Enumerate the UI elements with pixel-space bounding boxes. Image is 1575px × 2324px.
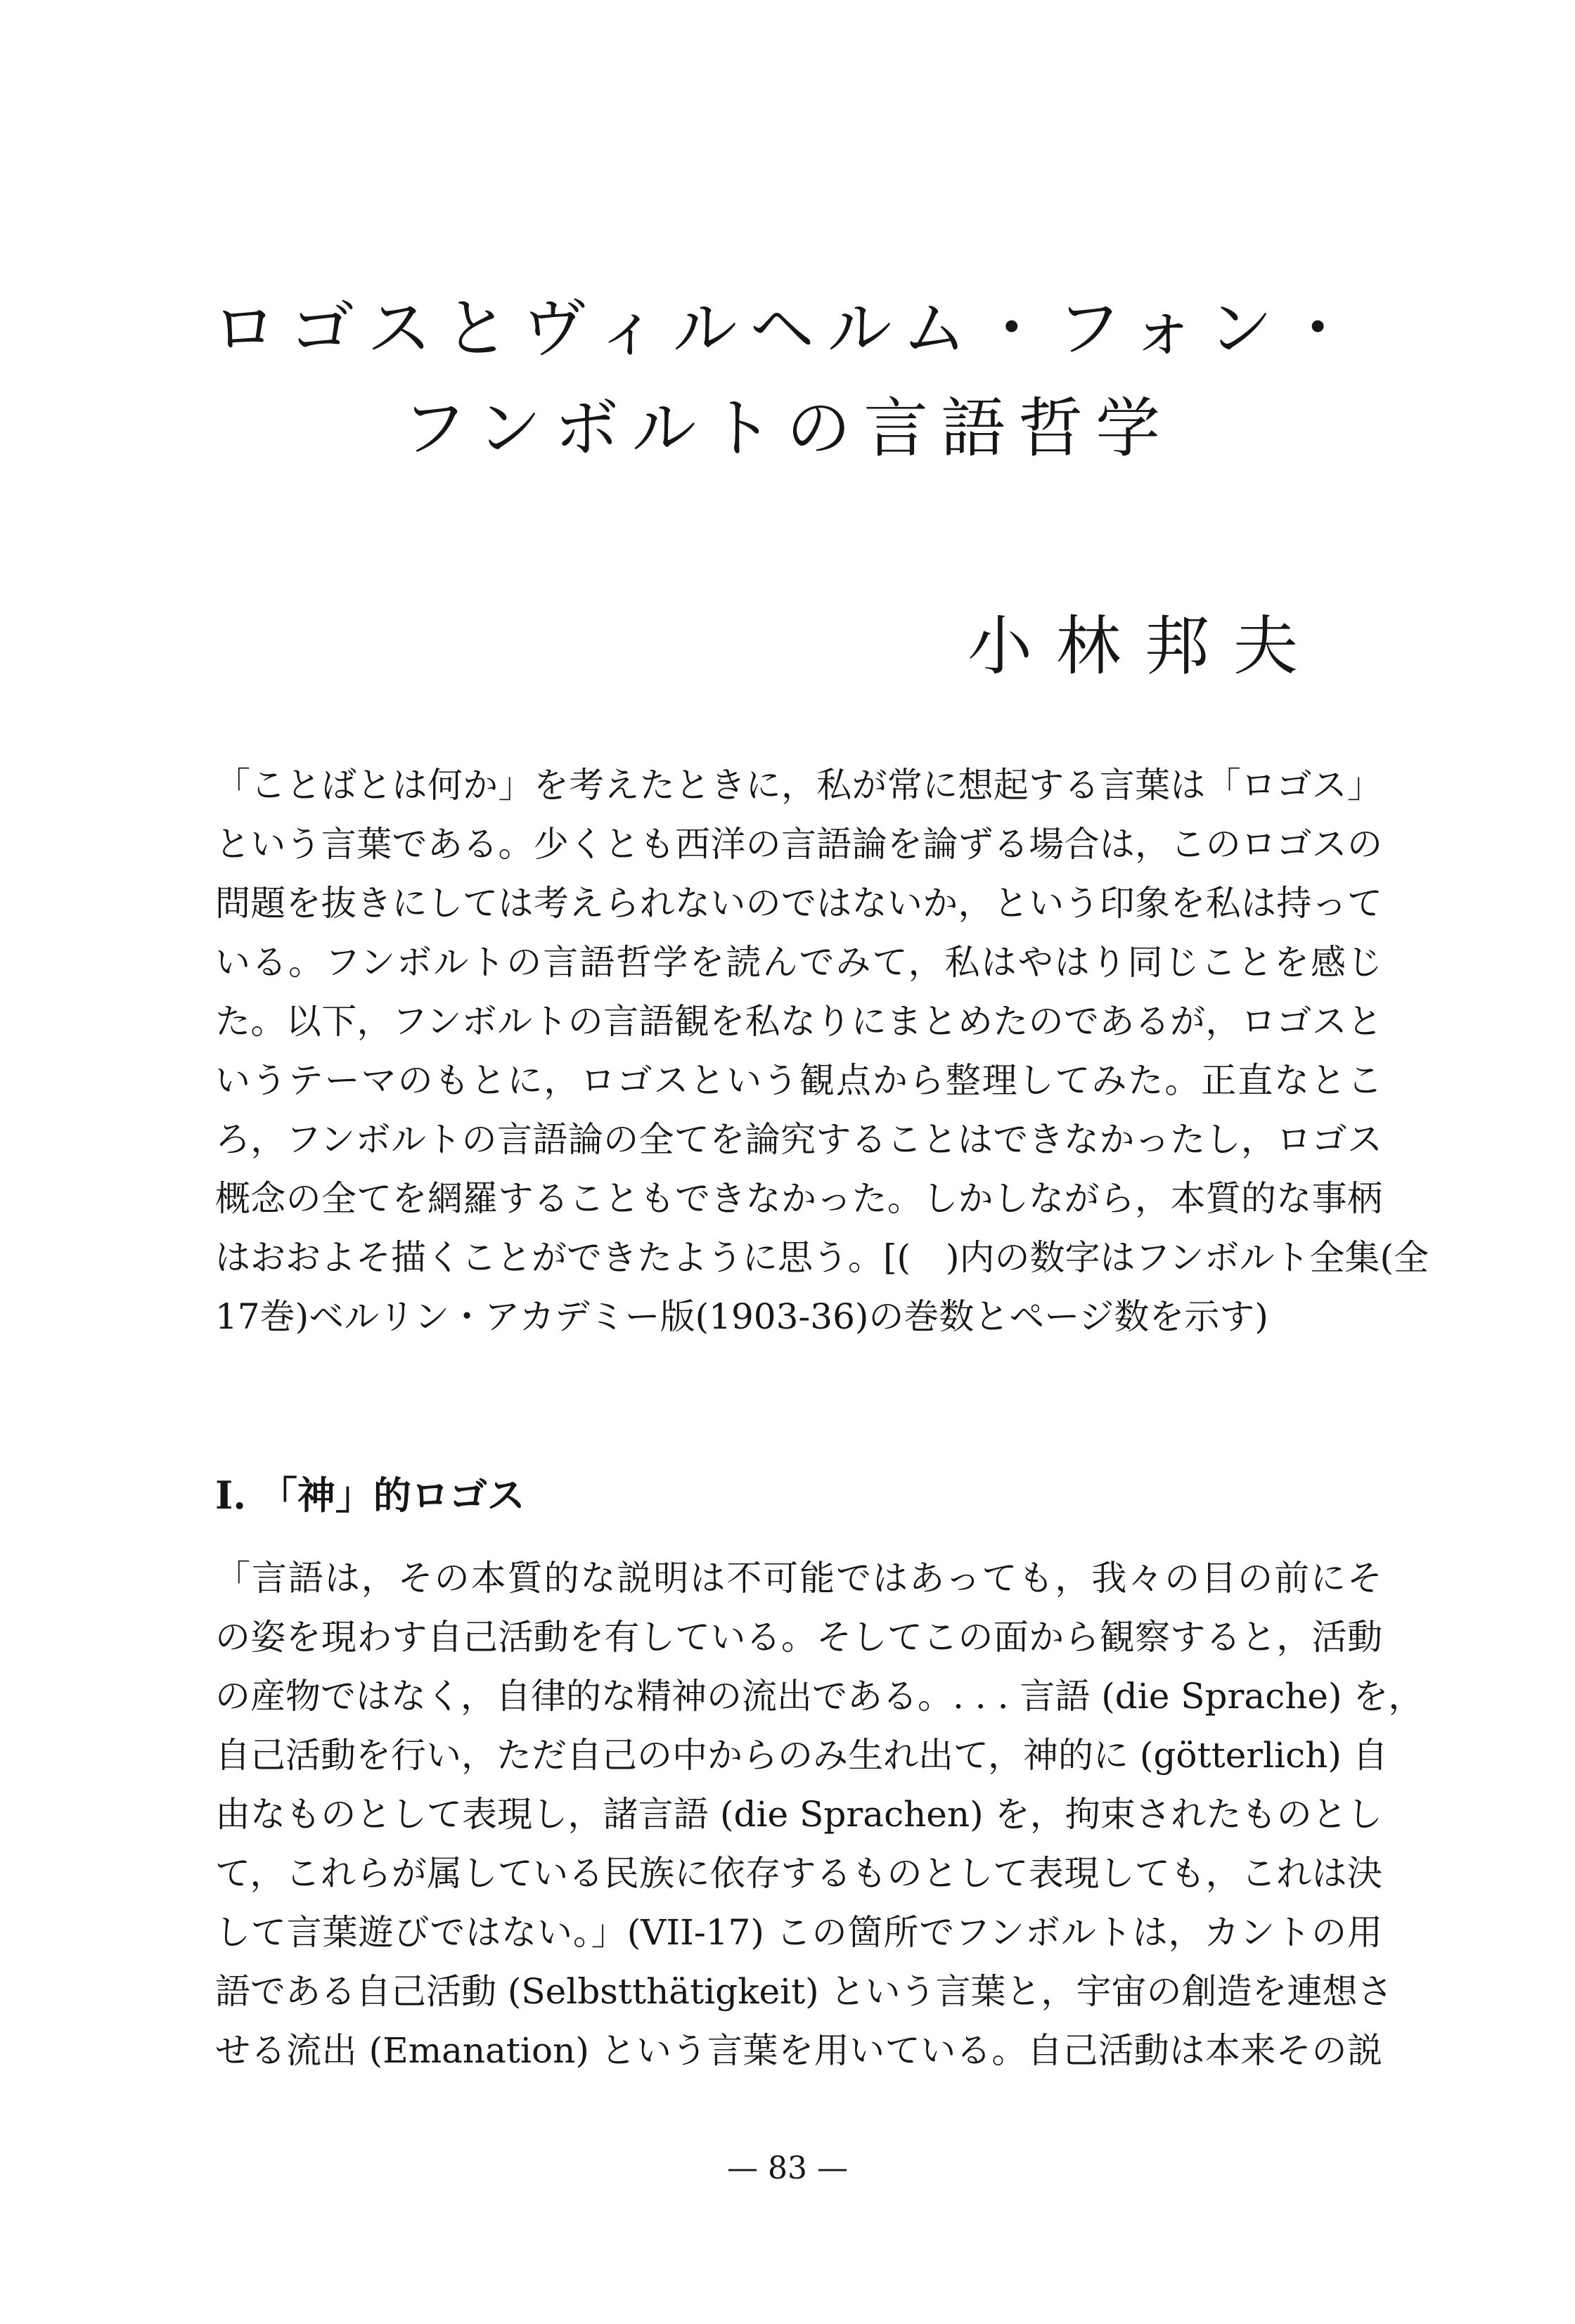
author-name: 小林邦夫 xyxy=(967,609,1322,684)
section-1-line-5: 由なものとして表現し，諸言語 (die Sprachen) を，拘束されたものとし xyxy=(215,1794,1382,1835)
section-1-line-3: の産物ではなく，自律的な精神の流出である。. . . 言語 (die Sprache) を， xyxy=(215,1676,1424,1717)
article-title-line-1: ロゴスとヴィルヘルム・フォン・ xyxy=(212,291,1363,366)
section-1-line-1: 「言語は，その本質的な説明は不可能ではあっても，我々の目の前にそ xyxy=(215,1558,1382,1599)
intro-line-10: 17巻)ベルリン・アカデミー版(1903-36)の巻数とページ数を示す) xyxy=(215,1296,1268,1337)
article-title-line-2: フンボルトの言語哲学 xyxy=(401,391,1174,466)
intro-line-3: 問題を抜きにしては考えられないのではないか，という印象を私は持って xyxy=(215,883,1382,924)
section-1-line-7: して言葉遊びではない。」(VII-17) この箇所でフンボルトは，カントの用 xyxy=(215,1912,1382,1953)
section-1-line-6: て，これらが属している民族に依存するものとして表現しても，これは決 xyxy=(215,1853,1382,1894)
intro-line-2: という言葉である。少くとも西洋の言語論を論ずる場合は，このロゴスの xyxy=(215,824,1382,865)
intro-line-5: た。以下，フンボルトの言語観を私なりにまとめたのであるが，ロゴスと xyxy=(215,1001,1382,1042)
intro-line-6: いうテーマのもとに，ロゴスという観点から整理してみた。正直なとこ xyxy=(215,1060,1382,1101)
section-heading: I. 「神」的ロゴス xyxy=(215,1472,525,1518)
section-1-line-9: せる流出 (Emanation) という言葉を用いている。自己活動は本来その説 xyxy=(215,2030,1382,2071)
intro-line-1: 「ことばとは何か」を考えたときに，私が常に想起する言葉は「ロゴス」 xyxy=(215,765,1382,806)
intro-line-9: はおおよそ描くことができたように思う。[( )内の数字はフンボルト全集(全 xyxy=(215,1237,1429,1278)
section-1-line-4: 自己活動を行い，ただ自己の中からのみ生れ出て，神的に (götterlich) 自 xyxy=(215,1735,1388,1776)
section-1-line-8: 語である自己活動 (Selbstthätigkeit) という言葉と，宇宙の創造を連想さ xyxy=(215,1971,1393,2012)
page-number: — 83 — xyxy=(727,2150,848,2186)
intro-line-8: 概念の全てを網羅することもできなかった。しかしながら，本質的な事柄 xyxy=(215,1178,1382,1219)
intro-line-4: いる。フンボルトの言語哲学を読んでみて，私はやはり同じことを感じ xyxy=(215,942,1382,983)
section-1-line-2: の姿を現わす自己活動を有している。そしてこの面から観察すると，活動 xyxy=(215,1617,1382,1658)
intro-line-7: ろ，フンボルトの言語論の全てを論究することはできなかったし，ロゴス xyxy=(215,1119,1382,1160)
